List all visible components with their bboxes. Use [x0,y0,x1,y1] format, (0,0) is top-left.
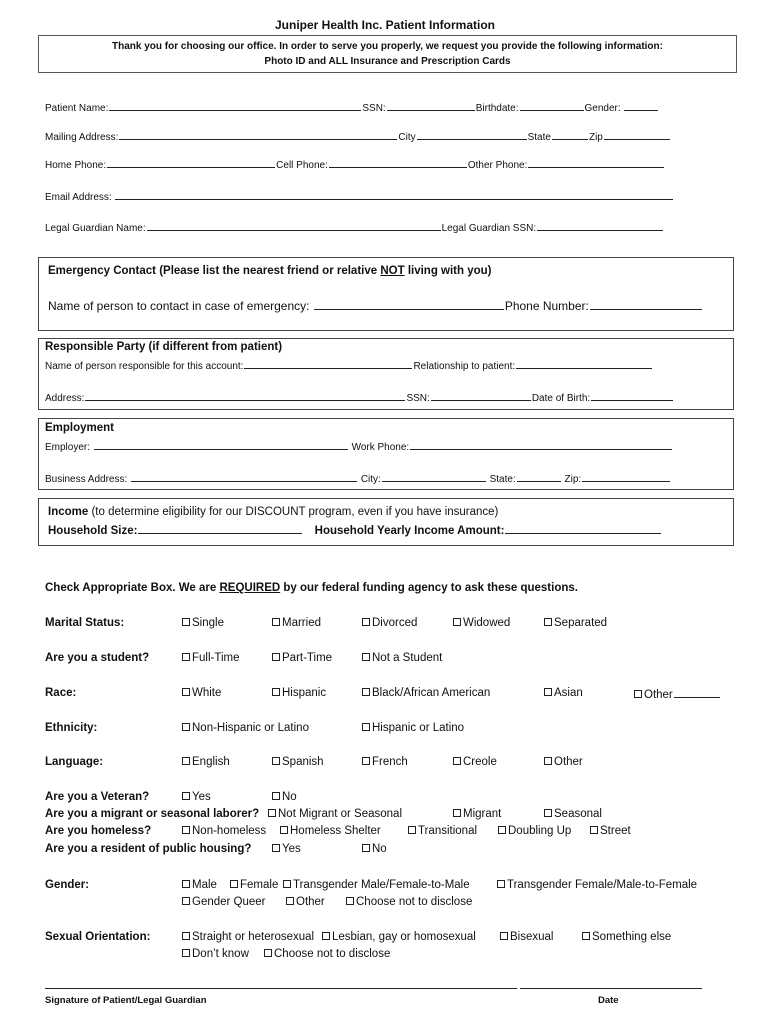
checkbox-icon [362,688,370,696]
work-phone-field[interactable] [410,439,672,450]
option-label: Don’t know [192,948,249,960]
mailing-row [45,129,671,143]
employment-zip-field[interactable] [582,471,670,482]
checkbox-icon [582,932,590,940]
responsible-address-field[interactable] [85,390,405,401]
emergency-contact-label: Name of person to contact in case of emergency: [48,299,310,313]
responsible-ssn-field[interactable] [431,390,531,401]
checkbox-icon [272,792,280,800]
option-label: Widowed [463,617,511,629]
guardian-name-label: Legal Guardian Name: [45,223,146,234]
option-gender-female[interactable] [230,879,278,891]
emergency-heading [48,265,492,277]
option-label: Black/African American [372,687,491,699]
option-homeless-doubling[interactable] [498,825,571,837]
home-phone-field[interactable] [107,157,275,168]
employment-city-label: City: [360,474,381,485]
employer-field[interactable] [94,439,348,450]
option-gender-trans-female[interactable] [497,879,697,891]
option-orientation-lgh[interactable] [322,931,476,943]
option-migrant-seasonal[interactable] [544,808,602,820]
option-label: Lesbian, gay or homosexual [332,931,476,943]
option-orientation-dont-know[interactable] [182,948,249,960]
checkbox-icon [182,949,190,957]
patient-name-row [45,100,659,114]
emergency-contact-row [48,299,703,313]
checkbox-icon [453,618,461,626]
business-row [45,471,671,485]
option-race-white[interactable] [182,687,221,699]
checkbox-icon [498,826,506,834]
other-phone-field[interactable] [528,157,664,168]
option-label: Creole [463,756,497,768]
checkbox-icon [322,932,330,940]
option-label: Not a Student [372,652,443,664]
check-heading-pre: Check Appropriate Box. We are [45,582,220,594]
option-label: Hispanic [282,687,327,699]
employment-heading: Employment [45,422,115,434]
header-box [38,35,737,73]
option-label: Transitional [418,825,478,837]
household-size-field[interactable] [138,523,302,534]
birthdate-label: Birthdate: [475,103,519,114]
state-field[interactable] [552,129,588,140]
emergency-contact-field[interactable] [314,299,504,310]
emergency-phone-field[interactable] [590,299,702,310]
zip-field[interactable] [604,129,670,140]
checkbox-icon [182,757,190,765]
option-language-creole[interactable] [453,756,497,768]
option-veteran-no[interactable] [272,791,297,803]
checkbox-icon [362,653,370,661]
ethnicity-label: Ethnicity: [45,722,98,734]
checkbox-icon [453,757,461,765]
option-homeless-shelter[interactable] [280,825,381,837]
checkbox-icon [346,897,354,905]
veteran-label: Are you a Veteran? [45,791,150,803]
mailing-field[interactable] [119,129,397,140]
gender-label: Gender: [584,103,621,114]
option-label: Migrant [463,808,502,820]
patient-name-field[interactable] [109,100,361,111]
checkbox-icon [272,688,280,696]
housing-label: Are you a resident of public housing? [45,843,252,855]
option-label: Spanish [282,756,324,768]
option-label: Doubling Up [508,825,572,837]
homeless-label: Are you homeless? [45,825,152,837]
option-label: Full-Time [192,652,240,664]
signature-line[interactable] [45,988,517,989]
employment-state-label: State: [489,474,516,485]
city-label: City [398,132,416,143]
check-heading [45,582,578,594]
option-race-other[interactable] [634,687,721,701]
option-homeless-street[interactable] [590,825,631,837]
emergency-phone-label: Phone Number: [504,299,589,313]
option-language-spanish[interactable] [272,756,324,768]
option-label: Separated [554,617,608,629]
household-row [48,523,662,537]
checkbox-icon [264,949,272,957]
checkbox-icon [182,792,190,800]
checkbox-icon [408,826,416,834]
date-label: Date [598,995,619,1006]
employment-zip-label: Zip: [564,474,582,485]
mailing-label: Mailing Address: [45,132,119,143]
option-label: Female [240,879,279,891]
checkbox-icon [272,653,280,661]
race-other-field[interactable] [674,687,720,698]
patient-name-label: Patient Name: [45,103,109,114]
responsible-ssn-label: SSN: [406,393,430,404]
guardian-row [45,220,664,234]
option-language-french[interactable] [362,756,408,768]
option-label: Single [192,617,224,629]
option-housing-no[interactable] [362,843,387,855]
option-gender-queer[interactable] [182,896,266,908]
ssn-field[interactable] [387,100,475,111]
household-income-label: Household Yearly Income Amount: [314,525,505,537]
gender-question-label: Gender: [45,879,90,891]
checkbox-icon [272,844,280,852]
checkbox-icon [182,880,190,888]
option-migrant-not[interactable] [268,808,402,820]
option-label: No [372,843,387,855]
option-label: Other [296,896,325,908]
responsible-address-row [45,390,674,404]
birthdate-field[interactable] [520,100,584,111]
option-label: Gender Queer [192,896,266,908]
email-field[interactable] [115,189,673,200]
option-label: Male [192,879,217,891]
cell-phone-label: Cell Phone: [276,160,328,171]
checkbox-icon [544,757,552,765]
checkbox-icon [453,809,461,817]
checkbox-icon [272,618,280,626]
option-label: Other [554,756,583,768]
checkbox-icon [272,757,280,765]
option-orientation-bisexual[interactable] [500,931,553,943]
option-label: Yes [192,791,211,803]
option-label: Non-homeless [192,825,267,837]
option-housing-yes[interactable] [272,843,301,855]
check-heading-post: by our federal funding agency to ask these questions. [280,582,578,594]
employer-row [45,439,673,453]
student-label: Are you a student? [45,652,150,664]
responsible-name-label: Name of person responsible for this account: [45,361,244,372]
option-label: Transgender Male/Female-to-Male [293,879,470,891]
option-orientation-something-else[interactable] [582,931,671,943]
responsible-dob-label: Date of Birth: [531,393,591,404]
zip-label: Zip [588,132,603,143]
option-student-full-time[interactable] [182,652,240,664]
checkbox-icon [590,826,598,834]
language-label: Language: [45,756,104,768]
checkbox-icon [182,826,190,834]
option-marital-widowed[interactable] [453,617,510,629]
option-label: Transgender Female/Male-to-Female [507,879,698,891]
business-address-field[interactable] [131,471,357,482]
option-label: Bisexual [510,931,554,943]
option-label: Seasonal [554,808,602,820]
option-label: White [192,687,222,699]
employer-label: Employer: [45,442,91,453]
checkbox-icon [362,618,370,626]
option-homeless-non[interactable] [182,825,266,837]
checkbox-icon [182,897,190,905]
cell-phone-field[interactable] [329,157,467,168]
option-label: Married [282,617,321,629]
migrant-label: Are you a migrant or seasonal laborer? [45,808,260,820]
option-marital-married[interactable] [272,617,321,629]
option-race-asian[interactable] [544,687,583,699]
option-ethnicity-hispanic[interactable] [362,722,464,734]
checkbox-icon [230,880,238,888]
checkbox-icon [634,690,642,698]
checkbox-icon [286,897,294,905]
employment-state-field[interactable] [517,471,561,482]
header-line-2: Photo ID and ALL Insurance and Prescription Cards [264,56,511,67]
email-row [45,189,674,203]
option-marital-divorced[interactable] [362,617,417,629]
option-label: No [282,791,297,803]
other-phone-label: Other Phone: [467,160,528,171]
option-label: English [192,756,230,768]
option-label: Part-Time [282,652,333,664]
option-label: Choose not to disclose [274,948,391,960]
checkbox-icon [544,618,552,626]
header-line-1: Thank you for choosing our office. In order to serve you properly, we request you provide the following information: [112,41,663,52]
option-marital-single[interactable] [182,617,224,629]
relationship-field[interactable] [516,358,652,369]
checkbox-icon [362,757,370,765]
date-line[interactable] [520,988,702,989]
option-veteran-yes[interactable] [182,791,211,803]
email-label: Email Address: [45,192,112,203]
checkbox-icon [497,880,505,888]
option-gender-trans-male[interactable] [283,879,470,891]
work-phone-label: Work Phone: [351,442,410,453]
option-ethnicity-non-hispanic[interactable] [182,722,309,734]
option-gender-male[interactable] [182,879,217,891]
option-label: Choose not to disclose [356,896,473,908]
signature-label: Signature of Patient/Legal Guardian [45,995,207,1006]
option-label: Other [644,689,673,701]
checkbox-icon [182,723,190,731]
ssn-label: SSN: [362,103,386,114]
checkbox-icon [182,932,190,940]
income-desc-row [48,506,498,518]
checkbox-icon [283,880,291,888]
option-gender-other[interactable] [286,896,325,908]
state-label: State [527,132,551,143]
emergency-heading-not: NOT [380,265,405,277]
option-label: French [372,756,408,768]
checkbox-icon [362,723,370,731]
household-income-field[interactable] [505,523,661,534]
option-label: Something else [592,931,672,943]
phone-row [45,157,665,171]
option-marital-separated[interactable] [544,617,607,629]
option-label: Street [600,825,631,837]
option-label: Yes [282,843,301,855]
option-gender-not-disclose[interactable] [346,896,472,908]
option-student-not[interactable] [362,652,442,664]
option-orientation-not-disclose[interactable] [264,948,390,960]
option-homeless-transitional[interactable] [408,825,477,837]
responsible-name-field[interactable] [244,358,412,369]
employment-city-field[interactable] [382,471,486,482]
form-title: Juniper Health Inc. Patient Information [274,18,496,32]
option-migrant-migrant[interactable] [453,808,501,820]
option-label: Divorced [372,617,418,629]
option-label: Asian [554,687,583,699]
income-label: Income [48,506,89,518]
business-address-label: Business Address: [45,474,128,485]
checkbox-icon [182,618,190,626]
city-field[interactable] [417,129,527,140]
option-label: Hispanic or Latino [372,722,465,734]
checkbox-icon [268,809,276,817]
home-phone-label: Home Phone: [45,160,107,171]
option-label: Not Migrant or Seasonal [278,808,403,820]
gender-field[interactable] [624,100,658,111]
checkbox-icon [544,809,552,817]
checkbox-icon [500,932,508,940]
option-language-english[interactable] [182,756,230,768]
orientation-label: Sexual Orientation: [45,931,151,943]
relationship-label: Relationship to patient: [413,361,516,372]
guardian-ssn-label: Legal Guardian SSN: [441,223,537,234]
checkbox-icon [362,844,370,852]
guardian-name-field[interactable] [147,220,441,231]
emergency-heading-post: living with you) [404,265,492,277]
option-student-part-time[interactable] [272,652,332,664]
responsible-address-label: Address: [45,393,85,404]
responsible-name-row [45,358,653,372]
guardian-ssn-field[interactable] [537,220,663,231]
checkbox-icon [182,688,190,696]
checkbox-icon [280,826,288,834]
income-desc: (to determine eligibility for our DISCOUNT program, even if you have insurance) [88,506,499,518]
option-orientation-straight[interactable] [182,931,314,943]
option-race-black[interactable] [362,687,490,699]
responsible-dob-field[interactable] [591,390,673,401]
emergency-heading-pre: Emergency Contact (Please list the nearest friend or relative [48,265,381,277]
option-label: Straight or heterosexual [192,931,315,943]
household-size-label: Household Size: [48,525,138,537]
option-label: Homeless Shelter [290,825,381,837]
check-heading-required: REQUIRED [219,582,281,594]
option-label: Non-Hispanic or Latino [192,722,309,734]
option-language-other[interactable] [544,756,583,768]
option-race-hispanic[interactable] [272,687,326,699]
race-label: Race: [45,687,77,699]
marital-label: Marital Status: [45,617,125,629]
checkbox-icon [544,688,552,696]
responsible-heading: Responsible Party (if different from patient) [45,341,283,353]
checkbox-icon [182,653,190,661]
